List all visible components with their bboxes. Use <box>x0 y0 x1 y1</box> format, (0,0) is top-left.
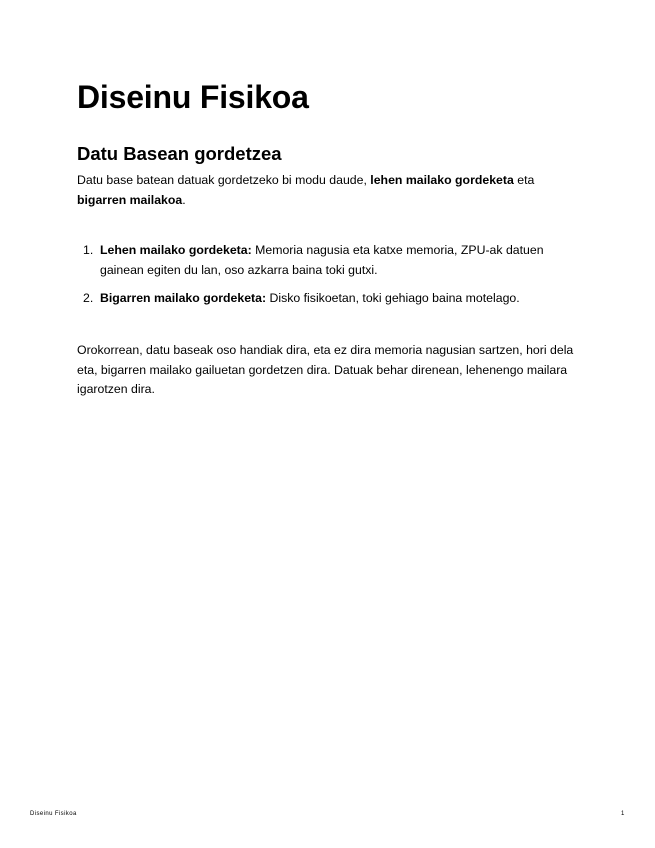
list-item-primary-storage <box>77 241 577 280</box>
intro-paragraph <box>77 171 577 210</box>
list-item-term: Lehen mailako gordeketa: <box>100 243 252 257</box>
intro-bold-term-1: lehen mailako gordeketa <box>370 173 514 187</box>
intro-text-after: . <box>182 192 186 207</box>
list-item-description: Disko fisikoetan, toki gehiago baina motelago. <box>266 291 520 305</box>
closing-paragraph: Orokorrean, datu baseak oso handiak dira, eta ez dira memoria nagusian sartzen, hori dela eta, bigarren mailako gailuetan gordetzen dira. Datuak behar direnean, lehenengo mailara igarotzen dira. <box>77 343 574 396</box>
storage-types-list <box>77 241 577 318</box>
section-heading: Datu Basean gordetzea <box>77 143 282 164</box>
intro-bold-term-2: bigarren mailakoa <box>77 192 183 207</box>
list-number: 1. <box>83 243 94 257</box>
footer-page-number: 1 <box>621 811 625 817</box>
list-item-description: Memoria nagusia eta katxe memoria, ZPU-ak datuen gainean egiten du lan, oso azkarra baina toki gutxi. <box>100 243 544 277</box>
list-item-term: Bigarren mailako gordeketa: <box>100 291 267 305</box>
page-title: Diseinu Fisikoa <box>77 79 309 115</box>
intro-text-before: Datu base batean datuak gordetzeko bi modu daude, <box>77 173 371 187</box>
list-item-secondary-storage <box>77 289 577 309</box>
footer-document-title: Diseinu Fisikoa <box>30 811 77 817</box>
list-number: 2. <box>83 291 94 305</box>
intro-text-middle: eta <box>513 173 535 187</box>
